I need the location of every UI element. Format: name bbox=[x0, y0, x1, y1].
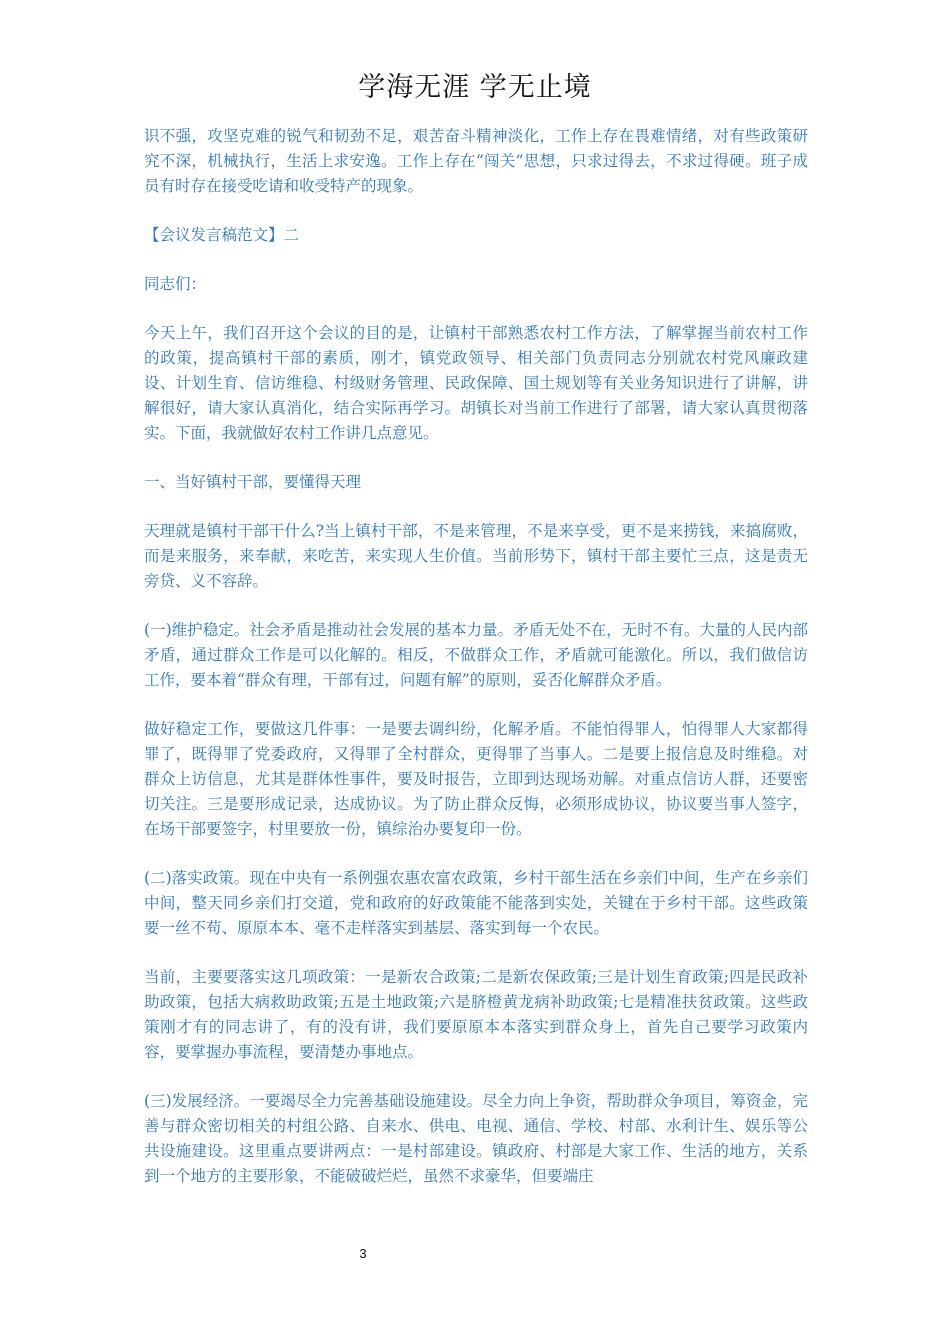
paragraph-economy: (三)发展经济。一要竭尽全力完善基础设施建设。尽全力向上争资，帮助群众争项目，筹资金，完善与群众密切相关的村组公路、自来水、供电、电视、通信、学校、村部、水利计生、娱乐等公共设施建设。这里重点要讲两点：一是村部建设。镇政府、村部是大家工作、生活的地方，关系到一个地方的主要形象，不能破破烂烂，虽然不求豪华，但要端庄 bbox=[144, 1092, 808, 1185]
page-header-title: 学海无涯 学无止境 bbox=[358, 72, 592, 103]
paragraph-tianli: 天理就是镇村干部干什么?当上镇村干部，不是来管理，不是来享受，更不是来捞钱，来搞腐败，而是来服务，来奉献，来吃苦，来实现人生价值。当前形势下，镇村干部主要忙三点，这是责无旁贷、义不容辞。 bbox=[144, 522, 808, 590]
paragraph-continuation: 识不强，攻坚克难的锐气和韧劲不足，艰苦奋斗精神淡化，工作上存在畏难情绪，对有些政策研究不深，机械执行，生活上求安逸。工作上存在“闯关”思想，只求过得去，不求过得硬。班子成员有时存在接受吃请和收受特产的现象。 bbox=[144, 127, 808, 195]
paragraph-stability-tasks: 做好稳定工作，要做这几件事：一是要去调纠纷，化解矛盾。不能怕得罪人，怕得罪人大家都得罪了，既得罪了党委政府，又得罪了全村群众，更得罪了当事人。二是要上报信息及时维稳。对群众上访信息，尤其是群体性事件，要及时报告，立即到达现场劝解。对重点信访人群，还要密切关注。三是要形成记录，达成协议。为了防止群众反悔，必须形成协议，协议要当事人签字，在场干部要签字，村里要放一份，镇综治办要复印一份。 bbox=[144, 720, 808, 838]
salutation: 同志们： bbox=[144, 275, 207, 293]
page-number: 3 bbox=[359, 1246, 367, 1261]
section-heading-speech-two: 【会议发言稿范文】二 bbox=[144, 226, 300, 244]
paragraph-intro: 今天上午，我们召开这个会议的目的是，让镇村干部熟悉农村工作方法，了解掌握当前农村工作的政策，提高镇村干部的素质，刚才，镇党政领导、相关部门负责同志分别就农村党风廉政建设、计划生育、信访维稳、村级财务管理、民政保障、国土规划等有关业务知识进行了讲解，讲解很好，请大家认真消化，结合实际再学习。胡镇长对当前工作进行了部署，请大家认真贯彻落实。下面，我就做好农村工作讲几点意见。 bbox=[144, 324, 808, 442]
document-body bbox=[144, 124, 808, 1213]
heading-point-one: 一、当好镇村干部，要懂得天理 bbox=[144, 473, 362, 491]
paragraph-stability: (一)维护稳定。社会矛盾是推动社会发展的基本力量。矛盾无处不在，无时不有。大量的人民内部矛盾，通过群众工作是可以化解的。相反，不做群众工作，矛盾就可能激化。所以，我们做信访工作，要本着“群众有理，干部有过，问题有解”的原则，妥否化解群众矛盾。 bbox=[144, 621, 808, 689]
paragraph-policy-list: 当前，主要要落实这几项政策：一是新农合政策;二是新农保政策;三是计划生育政策;四是民政补助政策，包括大病救助政策;五是土地政策;六是脐橙黄龙病补助政策;七是精准扶贫政策。这些政策刚才有的同志讲了，有的没有讲，我们要原原本本落实到群众身上，首先自己要学习政策内容，要掌握办事流程，要清楚办事地点。 bbox=[144, 968, 808, 1061]
paragraph-policy: (二)落实政策。现在中央有一系例强农惠农富农政策，乡村干部生活在乡亲们中间，生产在乡亲们中间，整天同乡亲们打交道，党和政府的好政策能不能落到实处，关键在于乡村干部。这些政策要一丝不苟、原原本本、毫不走样落实到基层、落实到每一个农民。 bbox=[144, 869, 808, 937]
